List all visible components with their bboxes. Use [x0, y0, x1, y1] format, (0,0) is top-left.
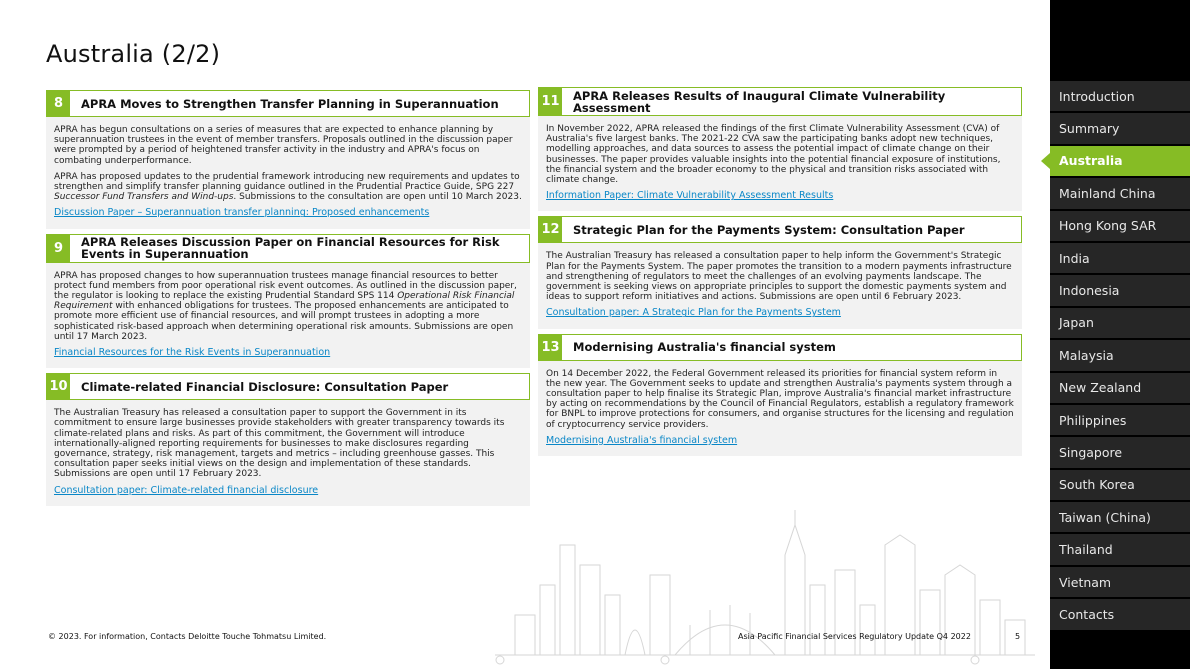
sidebar-item-thailand[interactable]: Thailand — [1050, 534, 1190, 566]
sidebar-item-vietnam[interactable]: Vietnam — [1050, 567, 1190, 599]
sidebar-item-australia[interactable]: Australia — [1050, 146, 1190, 178]
section-heading: Strategic Plan for the Payments System: Consultation Paper — [573, 222, 965, 237]
section-number: 9 — [47, 235, 70, 262]
page-title: Australia (2/2) — [46, 40, 221, 68]
section-paragraph: APRA has proposed changes to how superannuation trustees manage financial resources to better protect fund members from poor operational risk event outcomes. As outlined in the discussion paper, the regulator is looking to replace the existing Prudential Standard SPS 114 Operational Risk Financial Requirement with enhanced obligations for trustees. The proposed enhancements are anticipated to promote more efficient use of financial resources, and will prompt trustees in adopting a more sophisticated risk-based approach when determining operational risk amounts. Submissions are open until 17 March 2023. — [54, 270, 517, 342]
sidebar-item-contacts[interactable]: Contacts — [1050, 599, 1190, 631]
sidebar-item-mainland-china[interactable]: Mainland China — [1050, 178, 1190, 210]
sidebar-item-malaysia[interactable]: Malaysia — [1050, 340, 1190, 372]
sidebar-item-indonesia[interactable]: Indonesia — [1050, 275, 1190, 307]
section-heading: APRA Releases Results of Inaugural Climate Vulnerability Assessment — [573, 88, 946, 115]
section-number: 13 — [539, 335, 562, 360]
section-13-body — [538, 361, 1022, 456]
section-11-header — [538, 87, 1022, 116]
section-link[interactable]: Consultation paper: A Strategic Plan for the Payments System — [546, 307, 841, 319]
sidebar-item-summary[interactable]: Summary — [1050, 113, 1190, 145]
section-heading: Modernising Australia's financial system — [573, 340, 836, 355]
section-number: 10 — [47, 374, 70, 399]
sidebar-item-india[interactable]: India — [1050, 243, 1190, 275]
section-11-body — [538, 116, 1022, 211]
section-12-body — [538, 243, 1022, 328]
section-number: 8 — [47, 91, 70, 116]
section-8-header — [46, 90, 530, 117]
right-column — [538, 87, 1022, 456]
section-heading: APRA Releases Discussion Paper on Financial Resources for Risk Events in Superannuation — [81, 235, 500, 262]
sidebar-item-new-zealand[interactable]: New Zealand — [1050, 373, 1190, 405]
section-10-header — [46, 373, 530, 400]
section-paragraph: On 14 December 2022, the Federal Government released its priorities for financial system reform in the new year. The Government seeks to update and strengthen Australia's payments system through a consultation paper to help finalise its Strategic Plan, improve Australia's financial market infrastructure by acting on recommendations by the Council of Financial Regulators, establish a regulatory framework for BNPL to improve protections for consumers, and organise structures for the licensing and regulation of cryptocurrency service providers. — [546, 368, 1014, 430]
section-heading: APRA Moves to Strengthen Transfer Planning in Superannuation — [81, 96, 499, 111]
section-paragraph: APRA has proposed updates to the prudential framework introducing new requirements and updates to strengthen and simplify transfer planning guidance outlined in the Prudential Practice Guide, SPG 227 Successor Fund Transfers and Wind-ups. Submissions to the consultation are open until 10 March 2023. — [54, 171, 522, 203]
section-paragraph: The Australian Treasury has released a consultation paper to support the Government in its commitment to ensure large businesses provide stakeholders with greater transparency towards its climate-related plans and risks. As part of this commitment, the Government will introduce internationally-aligned reporting requirements for businesses to make disclosures regarding governance, strategy, risk management, targets and metrics – including greenhouse gasses. This consultation paper seeks initial views on the design and implementation of these standards. Submissions are open until 17 February 2023. — [54, 408, 505, 480]
section-10-body — [46, 400, 530, 506]
skyline-illustration — [495, 505, 1035, 669]
sidebar-item-japan[interactable]: Japan — [1050, 308, 1190, 340]
section-12-header — [538, 216, 1022, 243]
section-13-header — [538, 334, 1022, 361]
footer-report-title: Asia Pacific Financial Services Regulatory Update Q4 2022 — [738, 632, 971, 641]
sidebar-item-introduction[interactable]: Introduction — [1050, 81, 1190, 113]
left-column — [46, 90, 530, 506]
sidebar-item-singapore[interactable]: Singapore — [1050, 437, 1190, 469]
sidebar-item-hong-kong-sar[interactable]: Hong Kong SAR — [1050, 211, 1190, 243]
sidebar-nav — [1050, 81, 1190, 632]
sidebar-item-philippines[interactable]: Philippines — [1050, 405, 1190, 437]
section-link[interactable]: Information Paper: Climate Vulnerability Assessment Results — [546, 190, 834, 202]
page-number: 5 — [1015, 632, 1021, 641]
sidebar-item-south-korea[interactable]: South Korea — [1050, 470, 1190, 502]
section-link[interactable]: Consultation paper: Climate-related financial disclosure — [54, 484, 319, 496]
section-paragraph: In November 2022, APRA released the findings of the first Climate Vulnerability Assessment (CVA) of Australia's five largest banks. The 2021-22 CVA saw the participating banks adopt new techniques, modelling approaches, and data sources to assess the potential impact of climate change on their businesses. The paper provides valuable insights into the potential financial exposure of institutions, the financial system and the broader economy to the physical and transition risks associated with climate change. — [546, 124, 1001, 186]
section-link[interactable]: Financial Resources for the Risk Events in Superannuation — [54, 347, 331, 359]
section-number: 12 — [539, 217, 562, 242]
section-heading: Climate-related Financial Disclosure: Consultation Paper — [81, 379, 449, 394]
section-link[interactable]: Modernising Australia's financial system — [546, 434, 738, 446]
section-9-body — [46, 263, 530, 369]
section-9-header — [46, 234, 530, 263]
sidebar — [1050, 0, 1190, 669]
section-8-body — [46, 117, 530, 229]
section-number: 11 — [539, 88, 562, 115]
sidebar-item-taiwan-china[interactable]: Taiwan (China) — [1050, 502, 1190, 534]
section-paragraph: The Australian Treasury has released a consultation paper to help inform the Government's Strategic Plan for the Payments System. The paper promotes the transition to a modern payments infrastructure and strengthening of regulators to meet the challenges of an evolving payments landscape. The government is seeking views on appropriate principles to support the domestic payments system and ideas to support reform initiatives and actions. Submissions are open until 6 February 2023. — [546, 251, 1012, 303]
footer-copyright: © 2023. For information, Contacts Deloitte Touche Tohmatsu Limited. — [48, 632, 327, 641]
section-link[interactable]: Discussion Paper – Superannuation transfer planning: Proposed enhancements — [54, 207, 430, 219]
section-paragraph: APRA has begun consultations on a series of measures that are expected to enhance planning by superannuation trustees in the event of member transfers. Proposals outlined in the discussion paper were prompted by a period of heightened transfer activity in the industry and APRA's focus on combating underperformance. — [54, 125, 513, 166]
